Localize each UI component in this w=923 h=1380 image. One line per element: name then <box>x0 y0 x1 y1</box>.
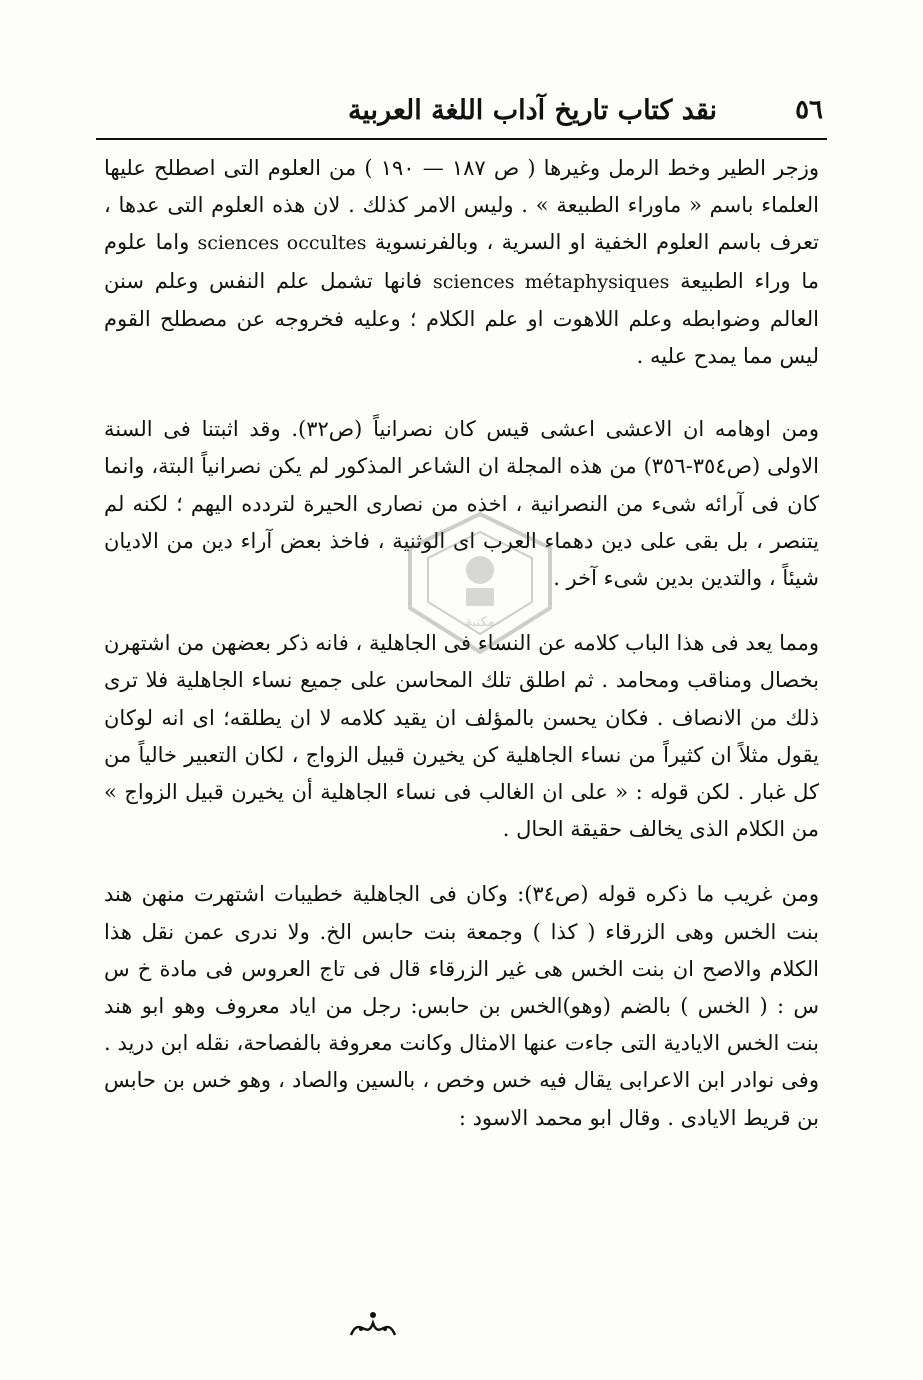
page-header <box>100 86 823 134</box>
footer-ornament-icon <box>345 1305 401 1345</box>
latin-term-occultes: sciences occultes <box>197 232 367 255</box>
paragraph-3: ومما يعد فى هذا الباب كلامه عن النساء فى الجاهلية ، فانه ذكر بعضهن من اشتهرن بخصال ومناقب ومحامد . ثم اطلق تلك المحاسن على جميع نساء الجاهلية فلا ترى ذلك من الانصاف . فكان يحسن بالمؤلف ان يقيد كلامه لا ان يطلقه؛ اى انه لوكان يقول مثلاً ان كثيراً من نساء الجاهلية كن يخيرن قبيل الزواج ، لكان التعبير خالياً من كل غبار . لكن قوله : « على ان الغالب فى نساء الجاهلية أن يخيرن قبيل الزواج » من الكلام الذى يخالف حقيقة الحال . <box>104 631 819 842</box>
running-title: نقد كتاب تاريخ آداب اللغة العربية <box>347 94 718 126</box>
paragraph-4: ومن غريب ما ذكره قوله (ص٣٤): وكان فى الجاهلية خطيبات اشتهرت منهن هند بنت الخس وهى الزرقاء ( كذا ) وجمعة بنت حابس الخ. ولا ندرى عمن نقل هذا الكلام والاصح ان بنت الخس هى غير الزرقاء قال فى تاج العروس فى مادة خ س س : ( الخس ) بالضم (وهو)الخس بن حابس: رجل من اياد معروف وهو ابو هند بنت الخس الايادية التى جاءت عنها الامثال وكانت معروفة بالفصاحة، نقله ابن دريد . وفى نوادر ابن الاعرابى يقال فيه خس وخص ، بالسين والصاد ، وهو خس بن حابس بن قريط الايادى . وقال ابو محمد الاسود : <box>104 882 820 1130</box>
page-number: ٥٦ <box>795 95 823 125</box>
paragraph-1 <box>104 150 819 375</box>
watermark-text: مكتبة <box>465 615 495 630</box>
paragraph-2: ومن اوهامه ان الاعشى اعشى قيس كان نصرانياً (ص٣٢). وقد اثبتنا فى السنة الاولى (ص٣٥٤-٣٥٦) من هذه المجلة ان الشاعر المذكور لم يكن نصرانياً البتة، وانما كان فى آرائه شىء من النصرانية ، اخذه من نصارى الحيرة لتردده اليهم ؛ لكنه لم يتنصر ، بل بقى على دين دهماء العرب اى الوثنية ، فاخذ بعض آراء دين من الاديان شيئاً ، والتدين بدين شىء آخر . <box>104 417 819 591</box>
header-rule <box>96 138 827 140</box>
paragraph-1-text-c: فانها تشمل علم النفس وعلم سنن العالم وضوابطه وعلم اللاهوت او علم الكلام ؛ وعليه فخروجه عن مصطلح القوم ليس مما يمدح عليه . <box>104 268 819 369</box>
paragraph-1-text-a: وزجر الطير وخط الرمل وغيرها ( ص ١٨٧ — ١٩٠ ) من العلوم التى اصطلح عليها العلماء باسم « ماوراء الطبيعة » . وليس الامر كذلك . لان هذه العلوم التى عدها ، تعرف باسم العلوم الخفية او السرية ، وبالفرنسوية <box>104 156 819 255</box>
latin-term-metaphysiques: sciences métaphysiques <box>432 270 670 293</box>
paragraph-1-text-b: واما علوم ما وراء الطبيعة <box>104 230 820 293</box>
library-watermark-seal <box>400 508 560 658</box>
